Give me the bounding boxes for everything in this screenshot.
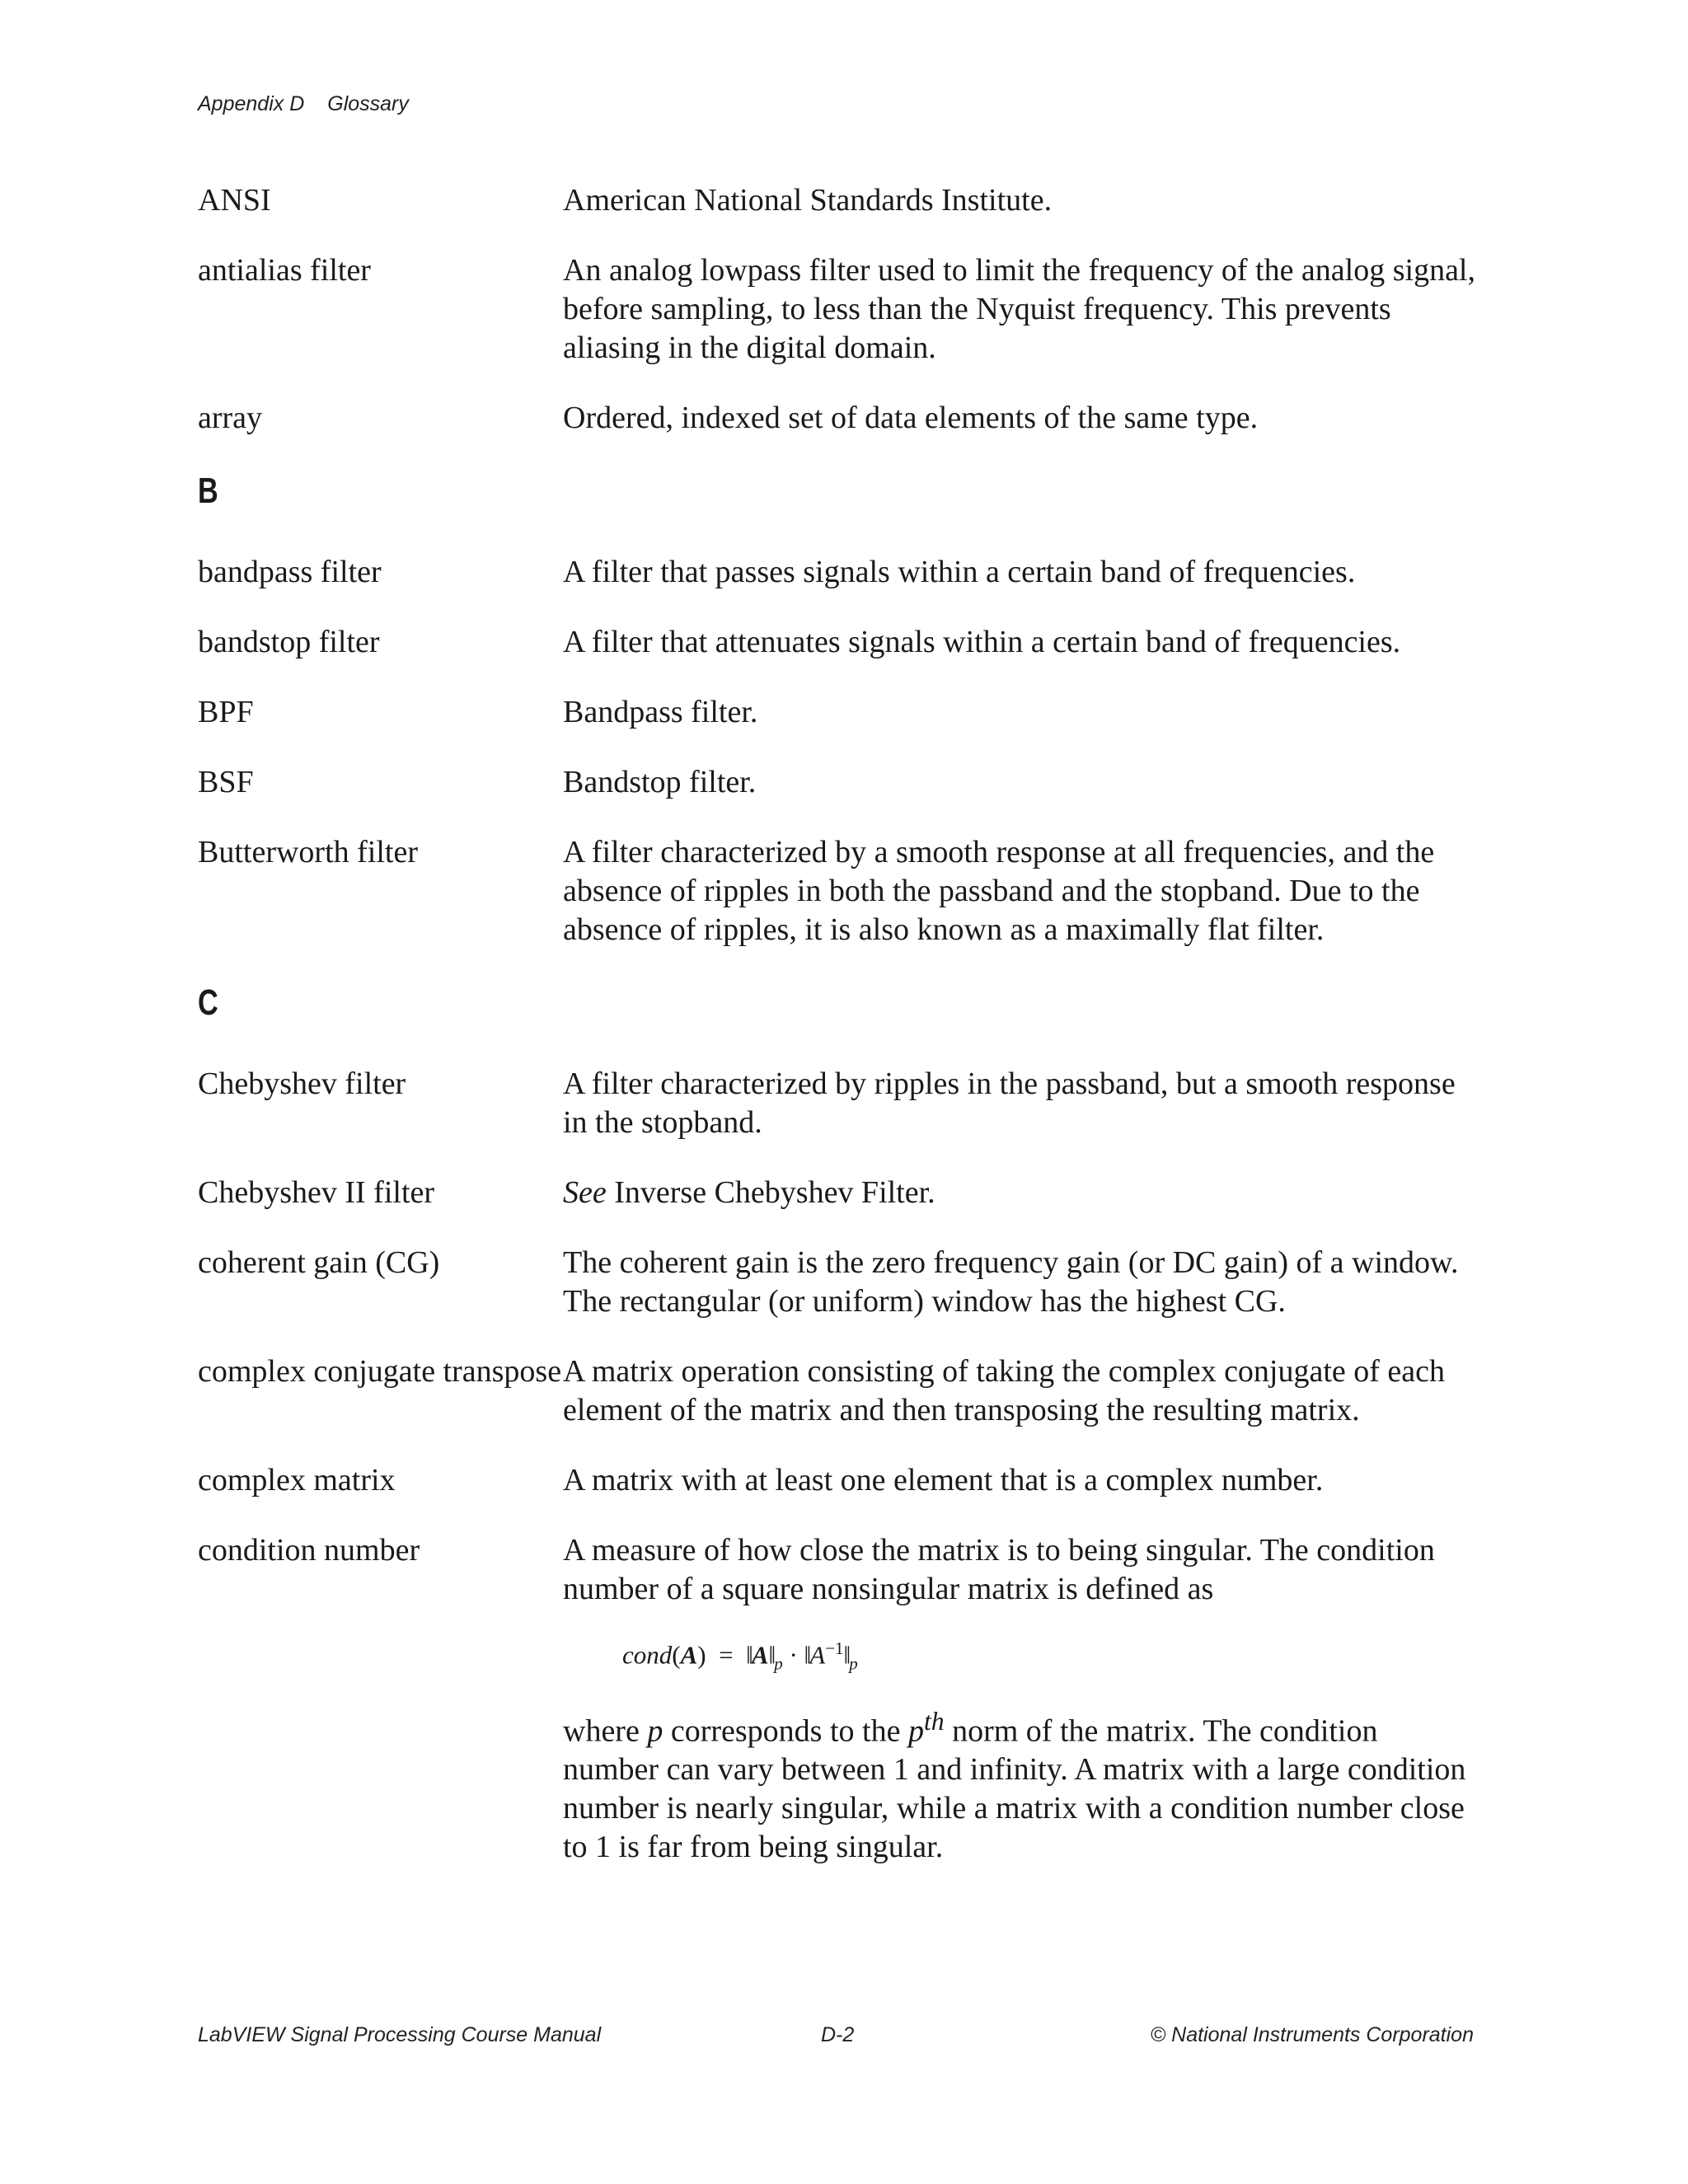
- glossary-term: Chebyshev filter: [198, 1066, 406, 1101]
- condition-number-formula: cond(A) = $‖A‖_p$ · $‖A^{-1}‖_p$: [622, 1638, 858, 1674]
- glossary-definition: A filter that attenuates signals within a certain band of frequencies.: [563, 625, 1401, 659]
- footer-manual-title: LabVIEW Signal Processing Course Manual: [198, 2023, 602, 2046]
- glossary-entry: [198, 1065, 1500, 1142]
- glossary-definition: A matrix operation consisting of taking the complex conjugate of each element of the matrix and then transposing the resulting matrix.: [563, 1354, 1446, 1427]
- glossary-entry: [198, 693, 1500, 732]
- section-heading-c: C: [198, 982, 218, 1023]
- glossary-definition: Bandpass filter.: [563, 695, 758, 729]
- formula-equals: =: [719, 1640, 734, 1670]
- see-reference-label: See: [563, 1175, 607, 1210]
- glossary-definition: [563, 1174, 1478, 1212]
- glossary-entry: [198, 1461, 1500, 1500]
- glossary-entry: [198, 763, 1500, 802]
- glossary-term: bandstop filter: [198, 625, 380, 659]
- glossary-entry: [198, 833, 1500, 949]
- pth-variable: p: [907, 1713, 924, 1749]
- glossary-term: Chebyshev II filter: [198, 1175, 435, 1210]
- formula-dot: ·: [789, 1640, 798, 1670]
- glossary-definition: A filter characterized by ripples in the passband, but a smooth response in the stopband.: [563, 1066, 1456, 1140]
- page-footer: [198, 2023, 1474, 2051]
- formula-subscript: p: [849, 1653, 858, 1674]
- formula-inverse-matrix: A: [809, 1640, 826, 1670]
- glossary-entry: [198, 251, 1500, 368]
- formula-matrix: A: [751, 1640, 769, 1670]
- formula-subscript: p: [774, 1653, 783, 1674]
- definition-continuation: [563, 1702, 1478, 1868]
- where-word: where: [563, 1713, 640, 1749]
- glossary-term: condition number: [198, 1533, 420, 1568]
- glossary-term: bandpass filter: [198, 555, 382, 589]
- section-heading-b: B: [198, 471, 218, 511]
- glossary-term: BSF: [198, 765, 254, 799]
- corresponds-text: corresponds to the: [670, 1713, 901, 1749]
- footer-copyright: © National Instruments Corporation: [1150, 2023, 1474, 2046]
- pth-superscript: th: [923, 1706, 945, 1736]
- glossary-term: array: [198, 401, 263, 435]
- glossary-content: [198, 181, 1500, 1898]
- glossary-entry: [198, 181, 1500, 220]
- see-reference-target: Inverse Chebyshev Filter.: [614, 1175, 935, 1210]
- definition-rest: norm of the matrix. The condition number can vary between 1 and infinity. A matrix with a large condition number is nearly singular, while a matrix with a condition number close to 1 is far from being singular.: [563, 1713, 1466, 1865]
- glossary-entry: [198, 553, 1500, 592]
- glossary-term: complex matrix: [198, 1463, 396, 1497]
- glossary-definition: Bandstop filter.: [563, 765, 757, 799]
- glossary-entry: [198, 399, 1500, 438]
- glossary-term: coherent gain (CG): [198, 1245, 440, 1280]
- glossary-entry: [198, 1174, 1500, 1212]
- formula-inverse-superscript: −1: [825, 1638, 844, 1658]
- p-variable: p: [647, 1713, 663, 1749]
- glossary-entry: [198, 623, 1500, 662]
- definition-intro: A measure of how close the matrix is to being singular. The condition number of a square nonsingular matrix is defined as: [563, 1533, 1435, 1606]
- glossary-definition: A matrix with at least one element that is a complex number.: [563, 1463, 1324, 1497]
- glossary-term: ANSI: [198, 183, 271, 218]
- glossary-definition: [563, 1531, 1478, 1867]
- header-title: Glossary: [327, 92, 409, 115]
- formula-argument: A: [680, 1640, 698, 1670]
- glossary-term: BPF: [198, 695, 254, 729]
- glossary-definition: A filter that passes signals within a certain band of frequencies.: [563, 555, 1356, 589]
- formula-function: cond: [622, 1640, 673, 1670]
- glossary-entry: [198, 1531, 1500, 1867]
- glossary-term: Butterworth filter: [198, 835, 418, 869]
- glossary-term: antialias filter: [198, 253, 371, 288]
- header-appendix: Appendix D: [198, 92, 305, 115]
- glossary-entry: [198, 1352, 1500, 1430]
- glossary-definition: The coherent gain is the zero frequency gain (or DC gain) of a window. The rectangular (or uniform) window has the highest CG.: [563, 1245, 1459, 1319]
- glossary-definition: A filter characterized by a smooth response at all frequencies, and the absence of ripples in both the passband and the stopband. Due to the absence of ripples, it is also known as a maximally flat filter.: [563, 835, 1435, 947]
- glossary-definition: American National Standards Institute.: [563, 183, 1053, 218]
- running-header: [198, 92, 409, 116]
- glossary-entry: [198, 1244, 1500, 1321]
- glossary-term: complex conjugate transpose: [198, 1354, 562, 1389]
- footer-page-number: D-2: [821, 2023, 855, 2046]
- glossary-definition: Ordered, indexed set of data elements of the same type.: [563, 401, 1259, 435]
- glossary-definition: An analog lowpass filter used to limit the frequency of the analog signal, before sampling, to less than the Nyquist frequency. This prevents aliasing in the digital domain.: [563, 253, 1475, 365]
